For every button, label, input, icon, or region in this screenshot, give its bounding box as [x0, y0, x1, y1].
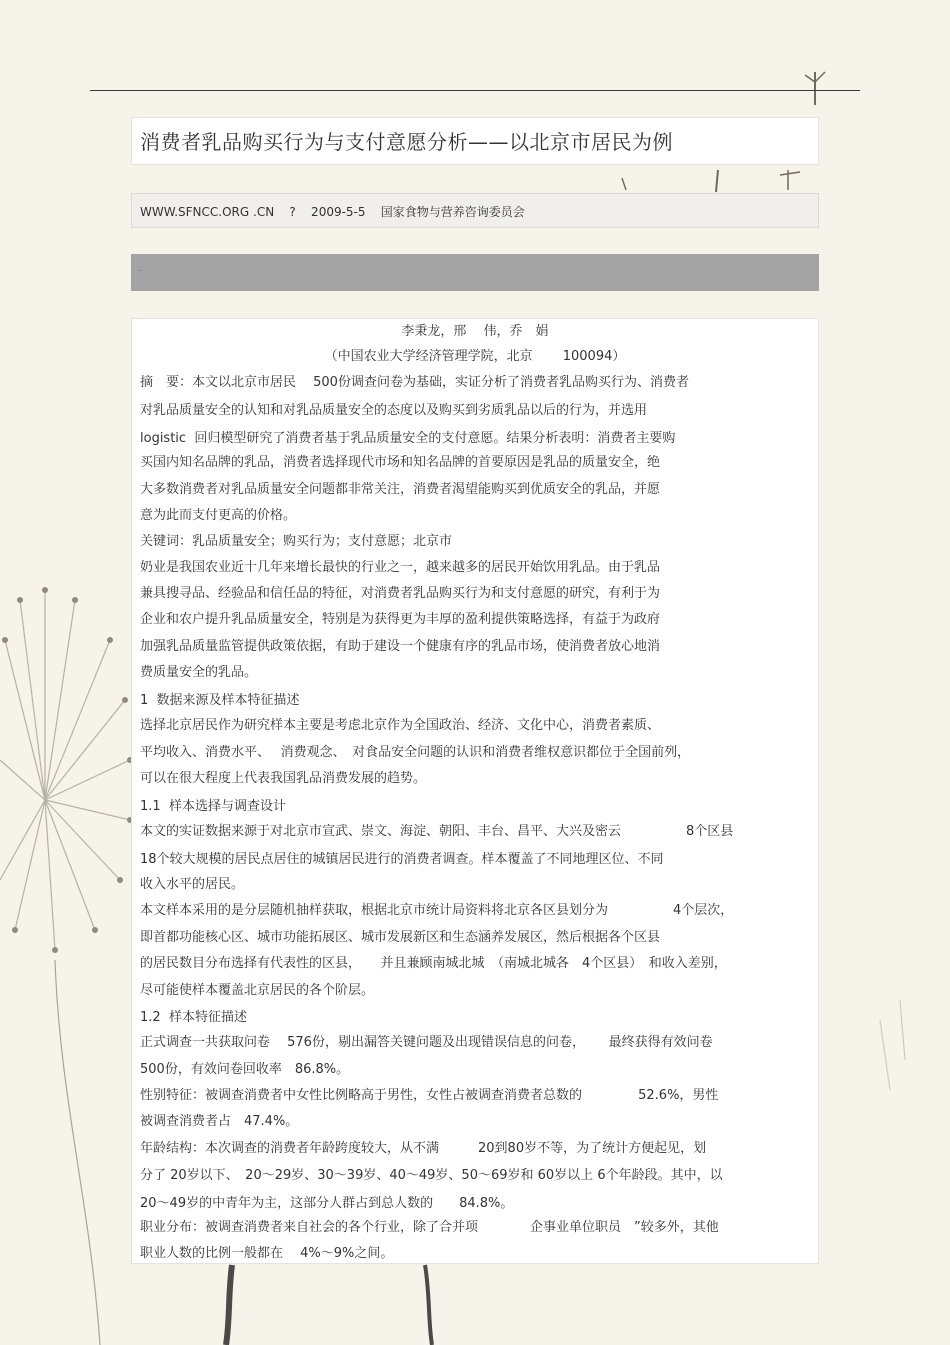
- body-line: 职业分布：被调查消费者来自社会的各个行业，除了合并项 企事业单位职员 ”较多外，其他: [140, 1220, 719, 1235]
- body-line: 正式调查一共获取问卷 576份，剔出漏答关键问题及出现错误信息的问卷， 最终获得有效问卷: [140, 1035, 713, 1050]
- abstract-line: 对乳品质量安全的认知和对乳品质量安全的态度以及购买到劣质乳品以后的行为，并选用: [140, 403, 648, 418]
- body-line: 企业和农户提升乳品质量安全，特别是为获得更为丰厚的盈利提供策略选择，有益于为政府: [140, 612, 661, 627]
- meta-line: WWW.SFNCC.ORG .CN ? 2009-5-5 国家食物与营养咨询委员会: [131, 193, 819, 228]
- section-heading: 1.1 样本选择与调查设计: [140, 799, 286, 814]
- body-line: 即首都功能核心区、城市功能拓展区、城市发展新区和生态涵养发展区，然后根据各个区县: [140, 930, 661, 945]
- body-line: 费质量安全的乳品。: [140, 665, 258, 680]
- section-heading: 1 数据来源及样本特征描述: [140, 693, 300, 708]
- page-title: 消费者乳品购买行为与支付意愿分析——以北京市居民为例: [140, 130, 673, 154]
- affiliation: （中国农业大学经济管理学院，北京 100094）: [324, 349, 626, 364]
- body-line: 加强乳品质量监管提供政策依据，有助于建设一个健康有序的乳品市场，使消费者放心地消: [140, 639, 661, 654]
- body-line: 分了 20岁以下、 20～29岁、30～39岁、40～49岁、50～69岁和 60岁以上 6个年龄段。其中，以: [140, 1168, 723, 1183]
- separator-bar: [131, 254, 819, 291]
- keywords: 关键词：乳品质量安全；购买行为；支付意愿；北京市: [140, 534, 453, 549]
- abstract-line: 意为此而支付更高的价格。: [140, 508, 297, 523]
- body-line: 可以在很大程度上代表我国乳品消费发展的趋势。: [140, 771, 427, 786]
- authors: 李秉龙，邢 伟，乔 娟: [401, 324, 549, 339]
- body-line: 500份，有效问卷回收率 86.8%。: [140, 1062, 350, 1077]
- body-line: 年龄结构：本次调查的消费者年龄跨度较大，从不满 20到80岁不等，为了统计方便起见，划: [140, 1141, 707, 1156]
- body-line: 性别特征：被调查消费者中女性比例略高于男性，女性占被调查消费者总数的 52.6%，男性: [140, 1088, 719, 1103]
- body-line: 尽可能使样本覆盖北京居民的各个阶层。: [140, 983, 375, 998]
- article-body: [131, 318, 819, 1264]
- body-line: 兼具搜寻品、经验品和信任品的特征，对消费者乳品购买行为和支付意愿的研究，有利于为: [140, 586, 661, 601]
- abstract-line: 大多数消费者对乳品质量安全问题都非常关注，消费者渴望能购买到优质安全的乳品，并愿: [140, 482, 661, 497]
- section-heading: 1.2 样本特征描述: [140, 1010, 247, 1025]
- title-box: [131, 117, 819, 165]
- body-line: 选择北京居民作为研究样本主要是考虑北京作为全国政治、经济、文化中心，消费者素质、: [140, 718, 661, 733]
- body-line: 奶业是我国农业近十几年来增长最快的行业之一，越来越多的居民开始饮用乳品。由于乳品: [140, 560, 661, 575]
- body-line: 被调查消费者占 47.4%。: [140, 1114, 299, 1129]
- abstract-line: 摘 要：本文以北京市居民 500份调查问卷为基础，实证分析了消费者乳品购买行为、消费者: [140, 375, 689, 390]
- abstract-line: 买国内知名品牌的乳品，消费者选择现代市场和知名品牌的首要原因是乳品的质量安全，绝: [140, 455, 661, 470]
- body-line: 平均收入、消费水平、 消费观念、 对食品安全问题的认识和消费者维权意识都位于全国前列，: [140, 745, 691, 760]
- top-rule: [90, 90, 860, 91]
- abstract-line: logistic 回归模型研究了消费者基于乳品质量安全的支付意愿。结果分析表明：消费者主要购: [140, 431, 676, 446]
- body-line: 本文样本采用的是分层随机抽样获取，根据北京市统计局资料将北京各区县划分为 4个层次，: [140, 903, 734, 918]
- body-line: 职业人数的比例一般都在 4%～9%之间。: [140, 1246, 394, 1261]
- body-line: 18个较大规模的居民点居住的城镇居民进行的消费者调查。样本覆盖了不同地理区位、不同: [140, 852, 664, 867]
- body-line: 20～49岁的中青年为主，这部分人群占到总人数的 84.8%。: [140, 1196, 514, 1211]
- body-line: 收入水平的居民。: [140, 877, 245, 892]
- separator-bar-text: .: [139, 264, 142, 274]
- body-line: 的居民数目分布选择有代表性的区县， 并且兼顾南城北城 （南城北城各 4个区县） 和收入差别，: [140, 956, 727, 971]
- body-line: 本文的实证数据来源于对北京市宣武、崇文、海淀、朝阳、丰台、昌平、大兴及密云 8个区县: [140, 824, 734, 839]
